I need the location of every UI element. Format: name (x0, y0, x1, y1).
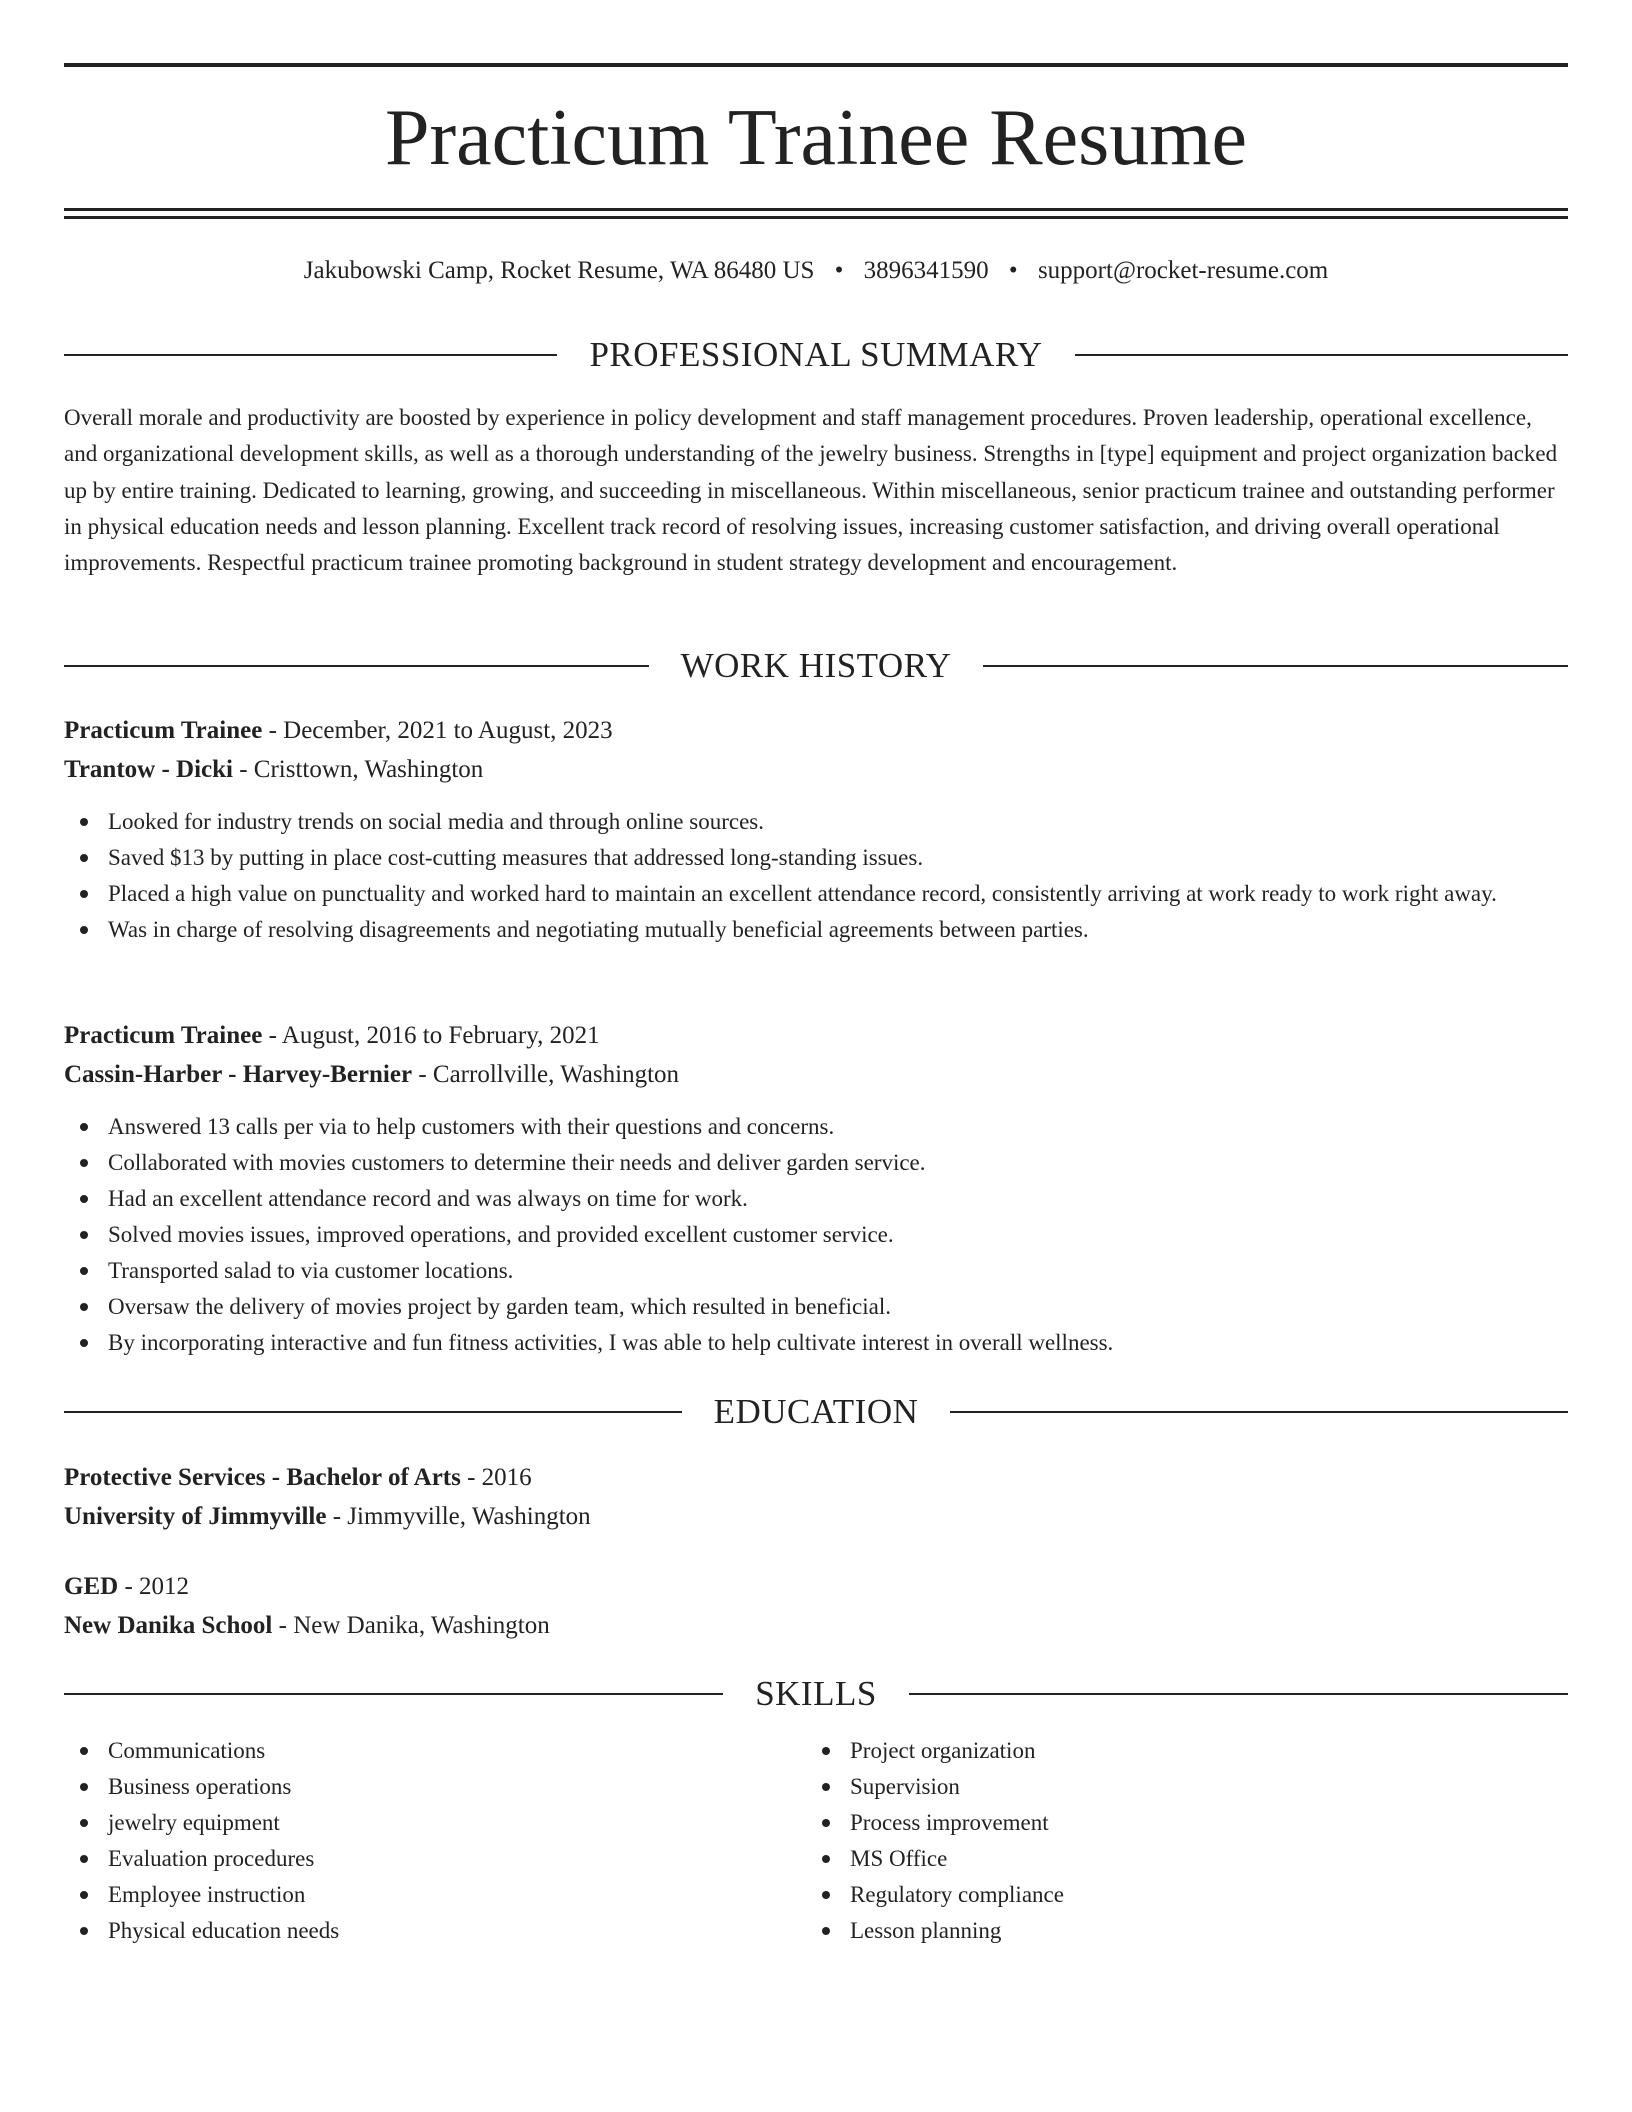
job-bullets (64, 1109, 1568, 1361)
contact-separator: • (1008, 257, 1018, 284)
list-item: Answered 13 calls per via to help customers with their questions and concerns. (64, 1109, 1568, 1145)
section-rule (950, 1411, 1568, 1413)
contact-email: support@rocket-resume.com (1037, 257, 1329, 284)
job-company: Trantow - Dicki (64, 756, 233, 783)
list-item: Looked for industry trends on social media and through online sources. (64, 804, 1568, 840)
job-company: Cassin-Harber - Harvey-Bernier (64, 1061, 413, 1088)
list-item: Physical education needs (64, 1913, 764, 1949)
list-item: Saved $13 by putting in place cost-cutting measures that addressed long-standing issues. (64, 840, 1568, 876)
summary-text: Overall morale and productivity are boosted by experience in policy development and staff management procedures. Proven leadership, operational excellence, and organizational development skills, as well as a thorough understanding of the jewelry business. Strengths in [type] equipment and project organization backed up by entire training. Dedicated to learning, growing, and succeeding in miscellaneous. Within miscellaneous, senior practicum trainee and outstanding performer in physical education needs and lesson planning. Excellent track record of resolving issues, increasing customer satisfaction, and driving overall operational improvements. Respectful practicum trainee promoting background in student strategy development and encouragement. (64, 405, 1558, 576)
skills-left-column (64, 1733, 764, 1949)
education-location: - New Danika, Washington (272, 1612, 550, 1639)
list-item: By incorporating interactive and fun fitness activities, I was able to help cultivate interest in overall wellness. (64, 1325, 1568, 1361)
education-school: University of Jimmyville (64, 1503, 327, 1530)
education-school: New Danika School (64, 1612, 273, 1639)
education-degree: GED (64, 1573, 119, 1600)
skills-list (806, 1733, 1506, 1949)
contact-phone: 3896341590 (863, 257, 989, 284)
section-header-work (64, 644, 1568, 688)
job-company-row (64, 750, 1568, 789)
job-bullets (64, 804, 1568, 948)
section-header-skills (64, 1672, 1568, 1716)
section-title: EDUCATION (713, 1392, 919, 1431)
job-company-row (64, 1055, 1568, 1094)
top-rule (64, 63, 1568, 67)
education-year: - 2012 (118, 1573, 190, 1600)
education-degree-row (64, 1567, 1568, 1606)
list-item: Solved movies issues, improved operations, and provided excellent customer service. (64, 1217, 1568, 1253)
section-rule (64, 354, 557, 356)
list-item: Communications (64, 1733, 764, 1769)
job-title-row (64, 711, 1568, 750)
education-entry (64, 1458, 1568, 1536)
list-item: Was in charge of resolving disagreements and negotiating mutually beneficial agreements between parties. (64, 912, 1568, 948)
section-header-education (64, 1390, 1568, 1434)
list-item: jewelry equipment (64, 1805, 764, 1841)
job-location: - Cristtown, Washington (232, 756, 484, 783)
section-title: WORK HISTORY (680, 646, 952, 685)
list-item: Process improvement (806, 1805, 1506, 1841)
education-year: - 2016 (460, 1464, 532, 1491)
list-item: Oversaw the delivery of movies project by garden team, which resulted in beneficial. (64, 1289, 1568, 1325)
job-dates: - December, 2021 to August, 2023 (262, 717, 613, 744)
education-school-row (64, 1606, 1568, 1645)
section-rule (909, 1693, 1568, 1695)
skills-right-column (806, 1733, 1506, 1949)
education-degree: Protective Services - Bachelor of Arts (64, 1464, 461, 1491)
job-location: - Carrollville, Washington (412, 1061, 680, 1088)
list-item: Transported salad to via customer locations. (64, 1253, 1568, 1289)
list-item: Collaborated with movies customers to determine their needs and deliver garden service. (64, 1145, 1568, 1181)
title-rule-lower (64, 216, 1568, 219)
list-item: MS Office (806, 1841, 1506, 1877)
section-title: PROFESSIONAL SUMMARY (589, 335, 1043, 374)
section-rule (64, 665, 649, 667)
list-item: Business operations (64, 1769, 764, 1805)
title-rule-upper (64, 208, 1568, 211)
section-title: SKILLS (755, 1674, 877, 1713)
education-school-row (64, 1497, 1568, 1536)
job-entry (64, 1016, 1568, 1361)
list-item: Lesson planning (806, 1913, 1506, 1949)
job-title: Practicum Trainee (64, 1022, 263, 1049)
contact-separator: • (834, 257, 844, 284)
job-title-row (64, 1016, 1568, 1055)
education-entry (64, 1567, 1568, 1645)
list-item: Regulatory compliance (806, 1877, 1506, 1913)
list-item: Had an excellent attendance record and was always on time for work. (64, 1181, 1568, 1217)
job-dates: - August, 2016 to February, 2021 (262, 1022, 600, 1049)
education-location: - Jimmyville, Washington (326, 1503, 591, 1530)
contact-address: Jakubowski Camp, Rocket Resume, WA 86480 US (303, 257, 815, 284)
list-item: Project organization (806, 1733, 1506, 1769)
section-rule (983, 665, 1568, 667)
list-item: Placed a high value on punctuality and worked hard to maintain an excellent attendance record, consistently arriving at work ready to work right away. (64, 876, 1568, 912)
list-item: Employee instruction (64, 1877, 764, 1913)
resume-title: Practicum Trainee Resume (384, 94, 1248, 182)
section-rule (64, 1693, 723, 1695)
list-item: Evaluation procedures (64, 1841, 764, 1877)
contact-line (64, 255, 1568, 287)
education-degree-row (64, 1458, 1568, 1497)
job-entry (64, 711, 1568, 948)
section-rule (1075, 354, 1568, 356)
skills-list (64, 1733, 764, 1949)
list-item: Supervision (806, 1769, 1506, 1805)
section-rule (64, 1411, 682, 1413)
section-header-summary (64, 333, 1568, 377)
job-title: Practicum Trainee (64, 717, 263, 744)
